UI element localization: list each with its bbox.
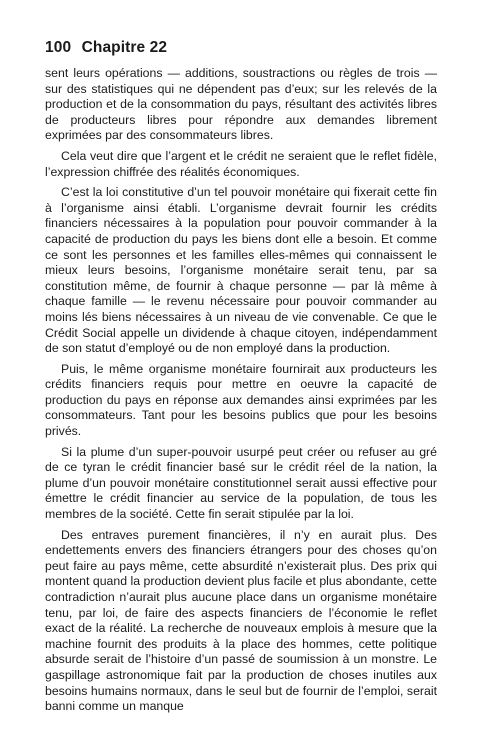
paragraph: Si la plume d’un super-pouvoir usurpé peut créer ou refuser au gré de ce tyran le crédit financier basé sur le crédit réel de la nation, la plume d’un pouvoir monétaire constitutionnel serait aussi effective pour émettre le crédit financier au service de la population, de tous les membres de la société. Cette fin serait stipulée par la loi. bbox=[45, 444, 437, 522]
paragraph-continuation: sent leurs opérations — additions, soustractions ou règles de trois — sur des statistiques qui ne dépendent pas d’eux; sur les relevés de la production et de la consommation du pays, résultant des activités libres de producteurs libres pour répondre aux demandes librement exprimées par des consommateurs libres. bbox=[45, 66, 437, 143]
chapter-title: Chapitre 22 bbox=[81, 39, 168, 56]
body-text bbox=[45, 66, 437, 715]
page bbox=[45, 38, 437, 720]
paragraph: Des entraves purement financières, il n’y en aurait plus. Des endettements envers des financiers étrangers pour des choses qu’on peut faire au pays même, cette absurdité n’existerait plus. Des prix qui montent quand la production devient plus facile et plus abondante, cette contradiction n’aurait plus aucune place dans un organisme monétaire tenu, par loi, de faire des aspects financiers de l’économie le reflet exact de la réalité. La recherche de nouveaux emplois à mesure que la machine fournit des produits à la place des hommes, cette politique absurde serait de l’histoire d’un passé de soumission à un monstre. Le gaspillage astronomique fait par la production de choses inutiles aux besoins humains normaux, dans le seul but de fournir de l’emploi, serait banni comme un manque bbox=[45, 527, 437, 714]
paragraph: Puis, le même organisme monétaire fournirait aux producteurs les crédits financiers requis pour mettre en oeuvre la capacité de production du pays en réponse aux demandes ainsi exprimées par les consommateurs. Tant pour les besoins publics que pour les besoins privés. bbox=[45, 361, 437, 439]
paragraph: Cela veut dire que l’argent et le crédit ne seraient que le reflet fidèle, l’expression chiffrée des réalités économiques. bbox=[45, 148, 437, 179]
running-header bbox=[45, 38, 437, 58]
page-number: 100 bbox=[45, 39, 72, 56]
paragraph: C’est la loi constitutive d’un tel pouvoir monétaire qui fixerait cette fin à l’organisme ainsi établi. L’organisme devrait fournir les crédits financiers nécessaires à la population pour pouvoir commander à la capacité de production du pays les biens dont elle a besoin. Et comme ce sont les personnes et les familles elles-mêmes qui connaissent le mieux leurs besoins, l’organisme monétaire serait tenu, par sa constitution même, de fournir à chaque personne — par là même à chaque famille — le revenu nécessaire pour pouvoir commander au moins lés biens nécessaires à un niveau de vie convenable. Ce que le Crédit Social appelle un dividende à chaque citoyen, indépendamment de son statut d’employé ou de non employé dans la production. bbox=[45, 185, 437, 356]
